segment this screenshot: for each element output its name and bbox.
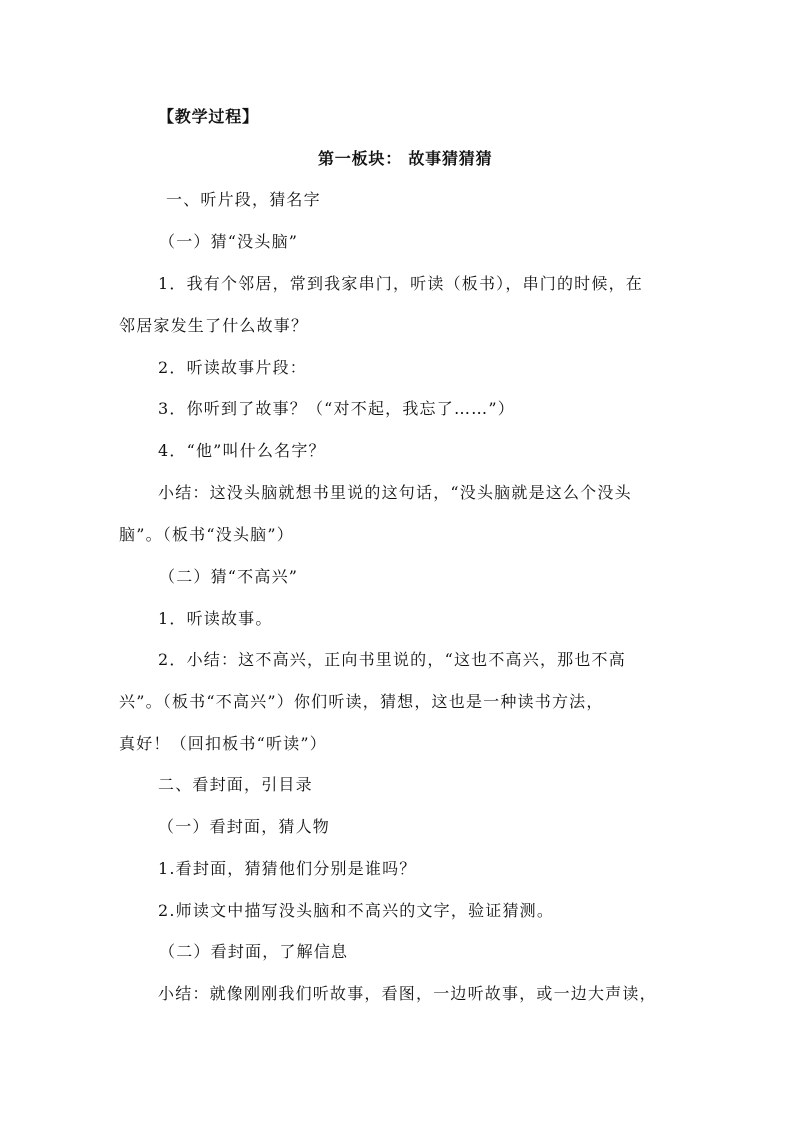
part2-sub1-item2: 2.师读文中描写没头脑和不高兴的文字，验证猜测。 — [158, 901, 555, 920]
part2-sub2-title: （二）看封面，了解信息 — [159, 942, 349, 961]
part2-sub2-summary-line1: 小结：就像刚刚我们听故事，看图，一边听故事，或一边大声读， — [158, 984, 657, 1003]
teaching-process-heading: 【教学过程】 — [158, 107, 259, 126]
part1-sub1-item2: 2．听读故事片段： — [158, 358, 307, 377]
part1-sub1-summary-line1: 小结：这没头脑就想书里说的这句话，“没头脑就是这么个没头 — [158, 483, 632, 502]
part1-sub2-item2-line1: 2．小结：这不高兴，正向书里说的，“这也不高兴，那也不高 — [158, 650, 626, 669]
part1-sub2-item2-line2: 兴”。（板书“不高兴”）你们听读，猜想，这也是一种读书方法， — [119, 692, 604, 711]
part2-sub1-item1: 1.看封面，猜猜他们分别是谁吗？ — [158, 859, 417, 878]
part1-sub1-item1-line2: 邻居家发生了什么故事？ — [119, 316, 309, 335]
part1-title: 一、听片段，猜名字 — [166, 190, 321, 209]
section-title: 第一板块： 故事猜猜猜 — [318, 149, 493, 168]
part2-sub1-title: （一）看封面，猜人物 — [158, 817, 331, 836]
part1-sub1-item3: 3．你听到了故事？（“对不起，我忘了……”） — [158, 399, 515, 418]
part1-sub2-title: （二）猜“不高兴” — [159, 567, 299, 586]
part1-sub2-item1: 1．听读故事。 — [158, 609, 273, 628]
part1-sub1-title: （一）猜“没头脑” — [159, 232, 299, 251]
part2-title: 二、看封面，引目录 — [158, 775, 313, 794]
part1-sub1-item1-line1: 1．我有个邻居，常到我家串门，听读（板书），串门的时候，在 — [158, 274, 643, 293]
part1-sub1-item4: 4．“他”叫什么名字？ — [158, 441, 326, 460]
part1-sub1-summary-line2: 脑”。（板书“没头脑”） — [119, 525, 294, 544]
part1-sub2-item2-line3: 真好！（回扣板书“听读”） — [119, 734, 327, 753]
